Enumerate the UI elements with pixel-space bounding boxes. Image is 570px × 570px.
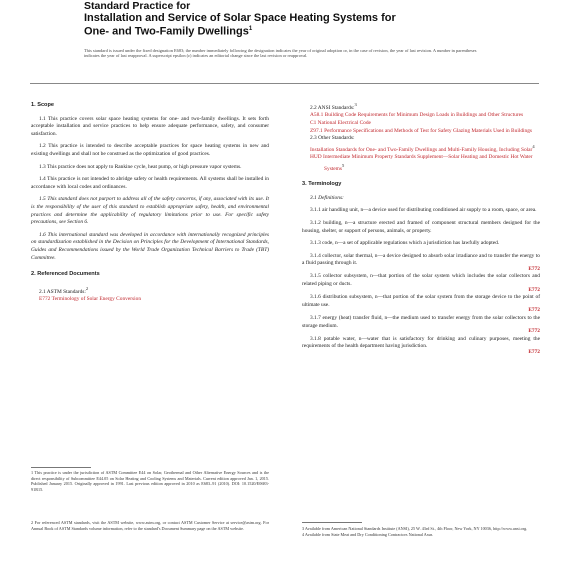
ansi-standards-label: [310, 101, 540, 112]
ref-e772[interactable]: [39, 296, 269, 304]
paragraph-1-5: 1.5 This standard does not purport to address all of the safety concerns, if any, associated with its use. It is the responsibility of the user of this standard to establish appropriate safety, health, and environmental practices and determine the applicability of regulatory limitations prior to use. For specific safety precautions, see Section 6.: [31, 196, 269, 226]
e772-tag-3[interactable]: E772: [528, 307, 540, 314]
ref-hud-code[interactable]: HUD: [310, 154, 322, 161]
footnote-3-4: [302, 526, 540, 537]
title-line-2-text: One- and Two-Family Dwellings: [84, 25, 249, 38]
ref-hud[interactable]: [302, 154, 540, 173]
def-distribution-subsystem: 3.1.6 distribution subsystem, n—that portion of the solar system from the storage device to the point of ultimate use.: [302, 294, 540, 308]
paragraph-1-1: 1.1 This practice covers solar space heating systems for one- and two-family dwellings. It sets forth acceptable installation and service practices to help ensure adequate performance, safety, and consumer satisfaction.: [31, 115, 269, 137]
ref-e772-text[interactable]: Terminology of Solar Energy Conversion: [51, 296, 142, 303]
ref-installation-standards[interactable]: [302, 143, 540, 154]
astm-standards-sup: 2: [85, 285, 89, 291]
ref-z97-code[interactable]: Z97.1: [310, 127, 323, 134]
paragraph-1-4: 1.4 This practice is not intended to abridge safety or health requirements. All systems shall be installed in accordance with local codes and ordinances.: [31, 176, 269, 190]
def-energy-transfer-fluid: 3.1.7 energy (heat) transfer fluid, n—the medium used to transfer energy from the solar collectors to the storage medium.: [302, 315, 540, 329]
e772-tag-4[interactable]: E772: [528, 328, 540, 335]
ref-a58-text[interactable]: Building Code Requirements for Minimum Design Loads in Buildings and Other Structures: [324, 112, 524, 119]
title-line-2: [84, 24, 504, 38]
def-potable-water: 3.1.8 potable water, n—water that is satisfactory for drinking and culinary purposes, meeting the requirements of the health department having jurisdiction.: [302, 335, 540, 350]
footnote-4: 4 Available from State Meat and Dry Conditioning Contractors National Assn.: [302, 531, 434, 537]
def-collector: 3.1.4 collector, solar thermal, n—a device designed to absorb solar irradiance and to transfer the energy to a fluid passing through it.: [302, 252, 540, 267]
astm-standards-label: [39, 285, 269, 296]
ref-installation-code[interactable]: Installation Standards: [310, 146, 357, 153]
ansi-standards-sup: 3: [354, 102, 357, 107]
ref-a58-code[interactable]: A58.1: [310, 112, 324, 119]
right-column: [302, 101, 540, 357]
ref-installation-sup: 4: [532, 143, 535, 149]
e772-tag-2[interactable]: E772: [528, 286, 540, 293]
left-column: [31, 98, 269, 304]
ref-installation-text[interactable]: for One- and Two-Family Dwellings and Multi-Family Housing, Including Solar: [358, 146, 533, 153]
title-footnote-mark: 1: [248, 26, 253, 32]
e772-tag-5[interactable]: E772: [528, 349, 540, 356]
other-standards-label: 2.3 Other Standards:: [310, 135, 355, 142]
ref-e772-code[interactable]: E772: [39, 296, 51, 303]
issuance-note: This standard is issued under the fixed designation E683; the number immediately following the designation indicates the year of original adoption or, in the case of revision, the year of last revision. A number in parentheses indicates the year of last reapproval. A superscript epsilon (ε) indicates an editorial change since the last revision or reapproval.: [84, 48, 477, 59]
ref-hud-text[interactable]: Intermediate Minimum Property Standards Supplement—Solar Heating and Domestic Hot Water Systems: [323, 154, 533, 172]
footnote-3: 3 Available from American National Standards Institute (ANSI), 25 W. 43rd St., 4th Floor, New York, NY 10036, http://www.ansi.org.: [302, 526, 528, 531]
header-divider: [30, 83, 539, 84]
ref-z97[interactable]: [302, 128, 540, 136]
paragraph-1-3: 1.3 This practice does not apply to Rankine cycle, heat pump, or high pressure vapor systems.: [39, 163, 242, 170]
e772-tag-1[interactable]: E772: [528, 265, 540, 272]
ref-c1[interactable]: [302, 120, 540, 128]
paragraph-1-2: 1.2 This practice is intended to describe acceptable practices for space heating systems in new and existing dwellings and shall not be construed as the optimization of good practices.: [31, 143, 269, 157]
footnote-rule-left: [31, 467, 91, 468]
def-building: 3.1.2 building, n—a structure erected and framed of component structural members designed for the housing, shelter, or support of persons, animals, or property.: [302, 219, 540, 234]
footnote-1: 1 This practice is under the jurisdiction of ASTM Committee E44 on Solar, Geothermal and Other Alternative Energy Sources and is the direct responsibility of Subcommittee E44.05 on Solar Heating and Cooling Systems and Materials. Current edition approved Jan. 1, 2015. Published January 2015. Originally approved in 1991. Last previous edition approved in 2010 as E683–91 (2010). DOI: 10.1520/E0683-91R15.: [31, 470, 269, 492]
document-header: [84, 0, 504, 38]
designation-line: Standard Practice for: [84, 0, 191, 12]
ref-c1-code[interactable]: C1: [310, 119, 317, 126]
scope-heading: 1. Scope: [31, 102, 55, 108]
title-line-1: Installation and Service of Solar Space Heating Systems for: [84, 11, 396, 24]
ref-a58[interactable]: [302, 112, 540, 120]
def-air-handling-unit: 3.1.1 air handling unit, n—a device used for distributing conditioned air supply to a room, space, or area.: [310, 207, 537, 214]
footnote-2: 2 For referenced ASTM standards, visit the ASTM website, www.astm.org, or contact ASTM Customer Service at service@astm.org. For Annual Book of ASTM Standards volume information, refer to the standard's Document Summary page on the ASTM website.: [31, 520, 269, 531]
definitions-label: 3.1 Definitions:: [310, 194, 344, 201]
footnote-rule-right: [302, 522, 362, 523]
ref-z97-text[interactable]: Performance Specifications and Methods of Test for Safety Glazing Materials Used in Buildings: [324, 127, 533, 134]
referenced-documents-heading: 2. Referenced Documents: [31, 271, 100, 278]
ref-c1-text[interactable]: National Electrical Code: [317, 119, 371, 126]
def-code: 3.1.3 code, n—a set of applicable regulations which a jurisdiction has lawfully adopted.: [310, 240, 500, 247]
ansi-standards-text: 2.2 ANSI Standards:: [310, 104, 355, 111]
ref-hud-sup: 5: [341, 162, 345, 168]
terminology-heading: 3. Terminology: [302, 181, 342, 188]
astm-standards-text: 2.1 ASTM Standards:: [39, 288, 86, 295]
paragraph-1-6: 1.6 This international standard was developed in accordance with internationally recognized principles on standardization established in the Decision on Principles for the Development of International Standards, Guides and Recommendations issued by the World Trade Organization Technical Barriers to Trade (TBT) Committee.: [31, 231, 269, 261]
def-collector-subsystem: 3.1.5 collector subsystem, n—that portion of the solar system which includes the solar collectors and related piping or ducts.: [302, 273, 540, 288]
